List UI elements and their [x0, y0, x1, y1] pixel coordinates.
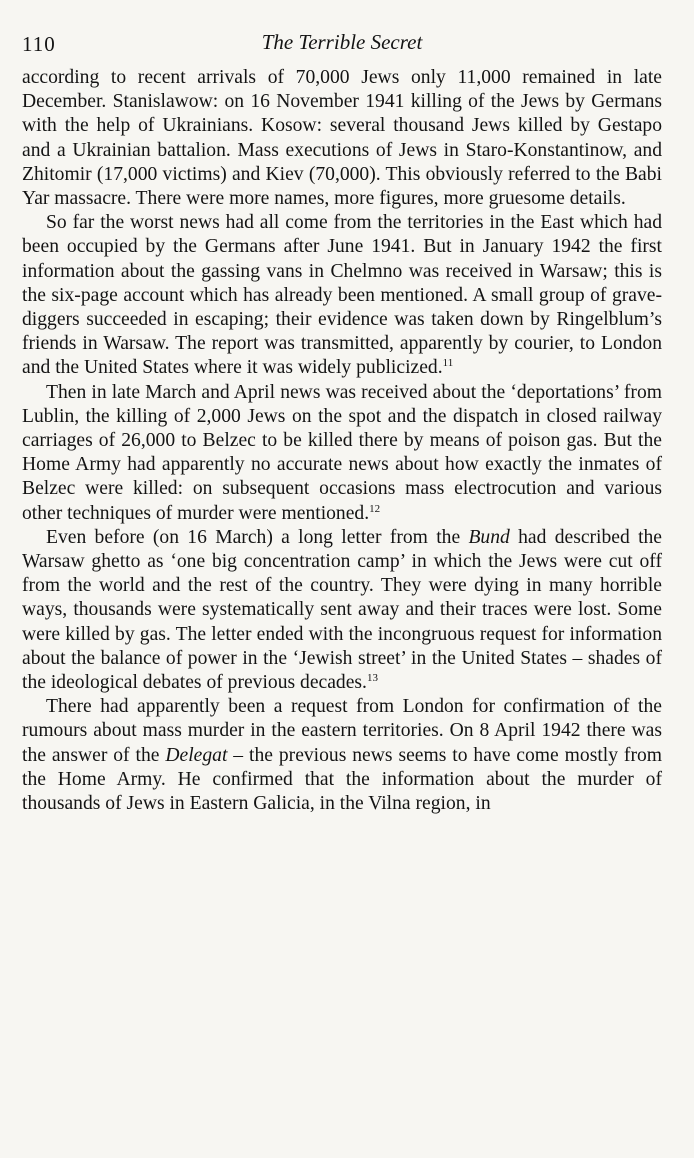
paragraph-3-text: Then in late March and April news was received about the ‘deportations’ from Lublin, the killing of 2,000 Jews on the spot and the dispatch in closed railway carriages of 26,000 to Belzec to be killed there by means of poison gas. But the Home Army had apparently no accurate news about how exactly the inmates of Belzec were killed: on subsequent occasions mass electrocution and various other techniques of murder were mentioned. — [22, 381, 662, 524]
paragraph-4 — [22, 526, 662, 695]
delegat-italic: Delegat — [165, 744, 228, 766]
footnote-marker-11: 11 — [442, 357, 454, 370]
paragraph-5 — [22, 695, 662, 816]
page-number: 110 — [22, 32, 56, 56]
paragraph-3 — [22, 381, 662, 526]
paragraph-1-text: according to recent arrivals of 70,000 Jews only 11,000 remained in late December. Stanislawow: on 16 November 1941 killing of the Jews by Germans with the help of Ukrainians. Kosow: several thousand Jews killed by Gestapo and a Ukrainian battalion. Mass executions of Jews in Staro-Konstantinow, and Zhitomir (17,000 victims) and Kiev (70,000). This obviously referred to the Babi Yar massacre. There were more names, more figures, more gruesome details. — [22, 67, 662, 210]
running-head — [22, 30, 662, 66]
paragraph-1 — [22, 66, 662, 211]
paragraph-5-text-b: – the previous news seems to have come mostly from the Home Army. He confirmed that the information about the murder of thousands of Jews in Eastern Galicia, in the Vilna region, in — [22, 744, 662, 815]
paragraph-4-text-a: Even before (on 16 March) a long letter from the — [46, 526, 469, 548]
paragraph-5-text-a: There had apparently been a request from London for confirmation of the rumours about mass murder in the eastern territories. On 8 April 1942 there was the answer of the — [22, 696, 662, 766]
paragraph-2-text: So far the worst news had all come from the territories in the East which had been occupied by the Germans after June 1941. But in January 1942 the first information about the gassing vans in Chelmno was received in Warsaw; this is the six-page account which has already been mentioned. A small group of grave-diggers succeeded in escaping; their evidence was taken down by Ringelblum’s friends in Warsaw. The report was transmitted, apparently by courier, to London and the United States where it was widely publicized. — [22, 212, 662, 379]
bund-italic: Bund — [468, 526, 510, 548]
paragraph-2 — [22, 211, 662, 380]
body-text — [22, 66, 662, 816]
footnote-marker-13: 13 — [366, 672, 378, 685]
footnote-marker-12: 12 — [369, 502, 381, 515]
running-title: The Terrible Secret — [261, 30, 423, 54]
paragraph-4-text-b: had described the Warsaw ghetto as ‘one big concentration camp’ in which the Jews were cut off from the world and the rest of the country. They were dying in many horrible ways, thousands were systematically sent away and their traces were lost. Some were killed by gas. The letter ended with the incongruous request for information about the balance of power in the ‘Jewish street’ in the United States – shades of the ideological debates of previous decades. — [22, 526, 663, 694]
